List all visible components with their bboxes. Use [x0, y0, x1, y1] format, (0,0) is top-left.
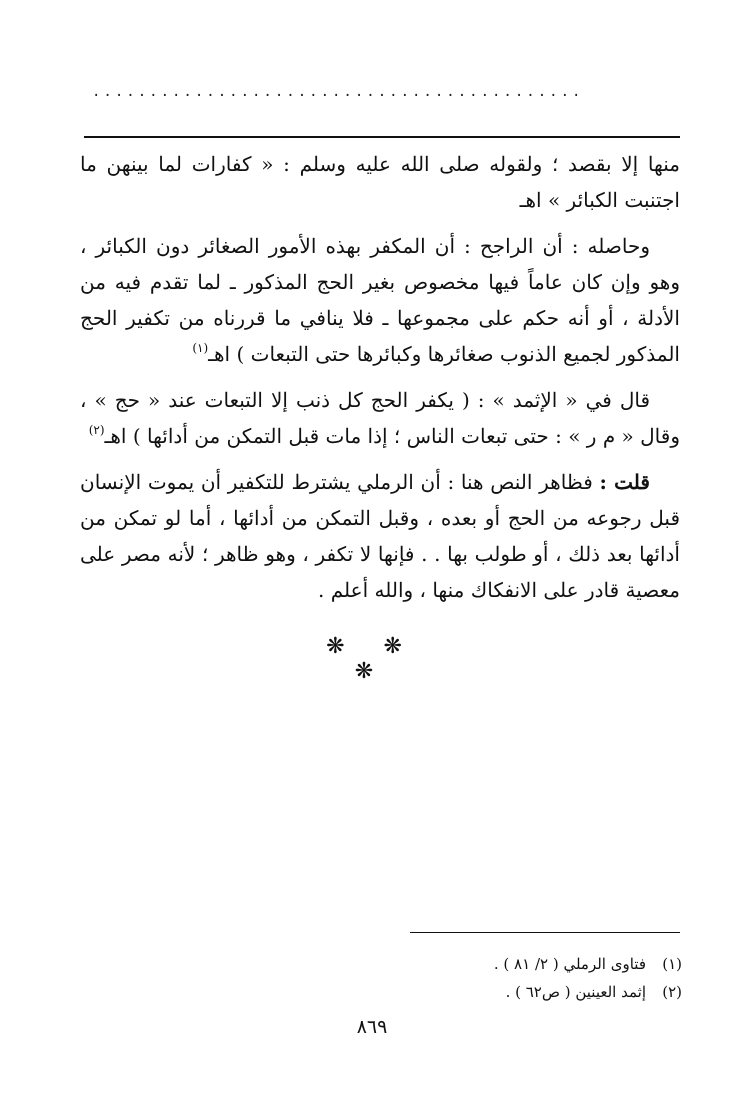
paragraph-3-text: قال في « الإثمد » : ( يكفر الحج كل ذنب إلا التبعات عند « حج » ، وقال « م ر » : حتى تبعات الناس ؛ إذا مات قبل التمكن من أدائها ) اهـ [80, 388, 680, 448]
page-number: ٨٦٩ [356, 1016, 388, 1038]
section-separator-asterisms: ❋ ❋ ❋ [326, 634, 418, 684]
main-text [80, 146, 680, 618]
footnote-1 [300, 950, 682, 978]
footnote-ref-1: (١) [192, 341, 209, 355]
footnotes [300, 950, 682, 1006]
paragraph-3 [80, 382, 680, 454]
paragraph-2-text: وحاصله : أن الراجح : أن المكفر بهذه الأمور الصغائر دون الكبائر ، وهو وإن كان عاماً فيها مخصوص بغير الحج المذكور ـ لما تقدم فيه من الأدلة ، أو أنه حكم على مجموعها ـ فلا ينافي ما قررناه من تكفير الحج المذكور لجميع الذنوب صغائرها وكبائرها حتى التبعات ) اهـ [80, 234, 680, 366]
footnote-rule [410, 932, 680, 933]
paragraph-4-lead: قلت : [599, 470, 650, 494]
paragraph-1-text: منها إلا بقصد ؛ ولقوله صلى الله عليه وسلم : « كفارات لما بينهن ما اجتنبت الكبائر » اهـ [80, 152, 680, 212]
footnote-2-text: إثمد العينين ( ص٦٢ ) . [505, 983, 646, 1001]
footnote-2 [300, 978, 682, 1006]
paragraph-4-text: فظاهر النص هنا : أن الرملي يشترط للتكفير أن يموت الإنسان قبل رجوعه من الحج أو بعده ، وقبل التمكن من أدائها ، أما لو تمكن من أدائها بعد ذلك ، أو طولب بها . . فإنها لا تكفر ، وهو ظاهر ؛ لأنه مصر على معصية قادر على الانفكاك منها ، والله أعلم . [80, 470, 680, 602]
paragraph-2 [80, 228, 680, 372]
footnote-2-number: (٢) [662, 983, 682, 1001]
footnote-1-number: (١) [662, 955, 682, 973]
paragraph-1 [80, 146, 680, 218]
header-dot-leader: ........................................... [92, 84, 584, 100]
paragraph-4 [80, 464, 680, 608]
header-rule [84, 136, 680, 138]
footnote-ref-2: (٢) [88, 423, 105, 437]
footnote-1-text: فتاوى الرملي ( ٢/ ٨١ ) . [493, 955, 646, 973]
